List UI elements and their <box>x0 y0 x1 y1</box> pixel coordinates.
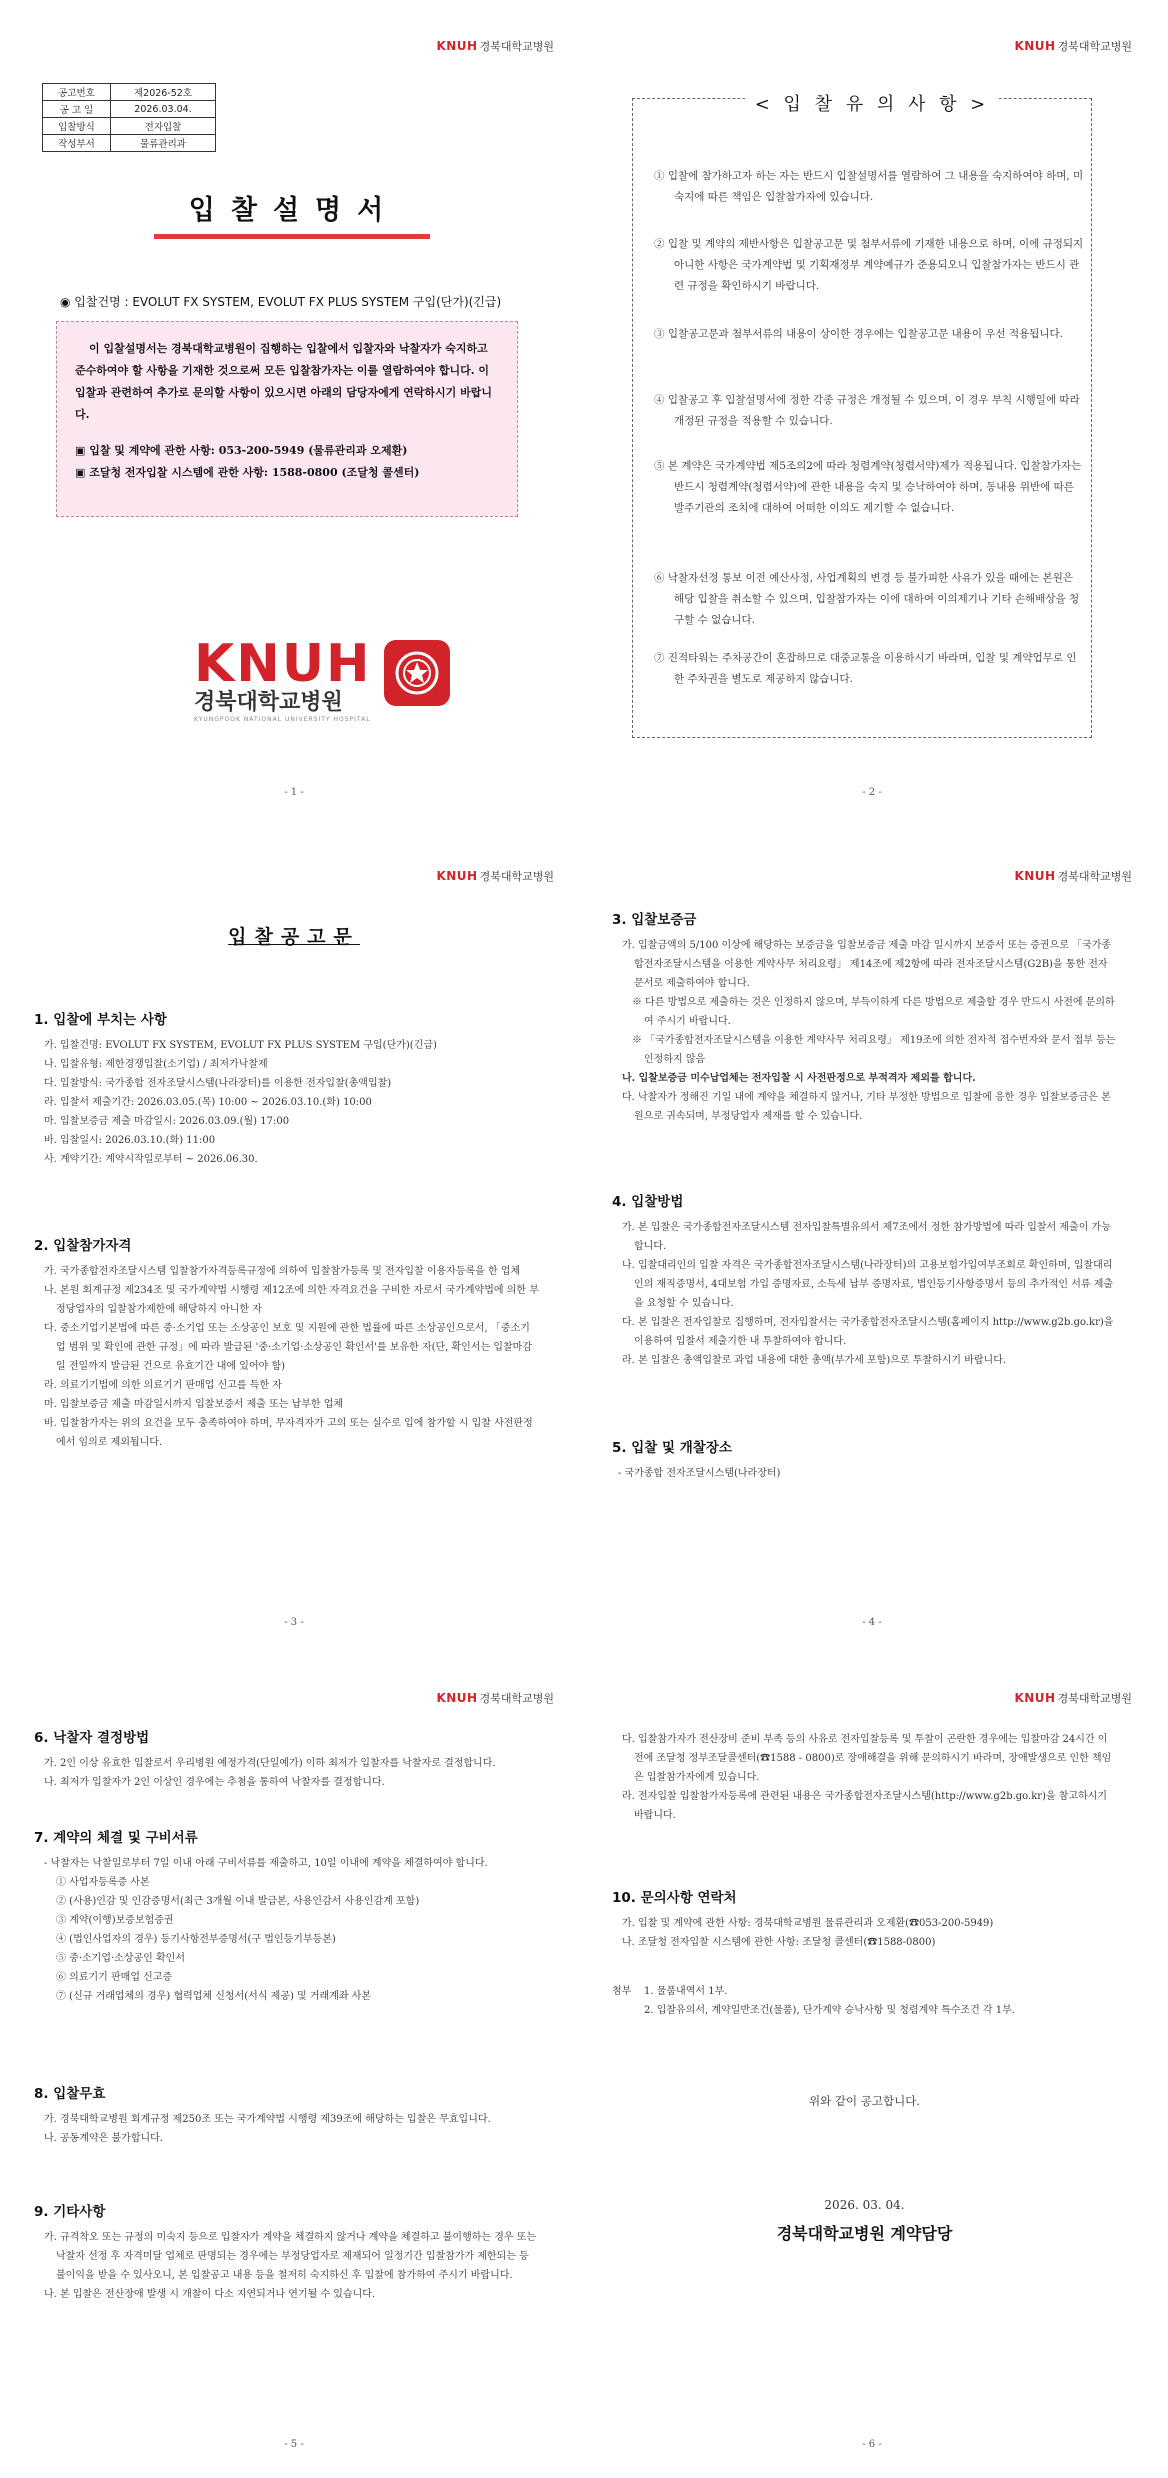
caution-title: < 입 찰 유 의 사 항 > <box>612 90 1132 116</box>
signer: 경북대학교병원 계약담당 <box>776 2224 953 2243</box>
caution-item: ④ 입찰공고 후 입찰설명서에 정한 각종 규정은 개정될 수 있으며, 이 경우 부칙 시행일에 따라 개정된 규정을 적용할 수 있습니다. <box>654 394 1080 427</box>
section-7: 7. 계약의 체결 및 구비서류 - 낙찰자는 낙찰일로부터 7일 이내 아래 구비서류를 제출하고, 10일 이내에 계약을 체결하여야 합니다. ① 사업자등록증 사본 ② (사용)인감 및 인감증명서(최근 3개월 이내 발급본, 사용인감서 사용인감계 포함) ③ 계약(이행)보증보험증권 ④ (법인사업자의 경우) 등기사항전부증명서(구 법인등기부등본) ⑤ 중·소기업·소상공인 확인서 ⑥ 의료기기 판매업 신고증 ⑦ (신규 거래업체의 경우) 협력업체 신청서(서식 제공) 및 거래계좌 사본 <box>34 1830 488 2002</box>
title-underline <box>154 234 430 239</box>
closing-statement: 위와 같이 공고합니다. <box>809 2094 920 2108</box>
section-2: 2. 입찰참가자격 가. 국가종합전자조달시스템 입찰참가자격등록규정에 의하여 입찰참가등록 및 전자입찰 이용자등록을 한 업체 나. 본원 회계규정 제234조 및 국가계약법 시행령 제12조에 의한 자격요건을 구비한 자로서 국가계약법에 의한 부정당업자의 입찰참가제한에 해당하지 아니한 자 다. 중소기업기본법에 따른 중·소기업 또는 소상공인 보호 및 지원에 관한 법률에 따른 소상공인으로서, 「중소기업 범위 및 확인에 관한 규정」에 따라 발급된 '중·소기업·소상공인 확인서'를 보유한 자(단, 확인서는 입찰마감일 전일까지 발급된 건으로 유효기간 내에 있어야 함) 라. 의료기기법에 의한 의료기기 판매업 신고를 득한 자 마. 입찰보증금 제출 마감일시까지 입찰보증서 제출 또는 납부한 업체 바. 입찰참가자는 위의 요건을 모두 충족하여야 하며, 무자격자가 고의 또는 실수로 입에 참가할 시 입찰 사전판정에서 임의로 제외됩니다. <box>34 1238 539 1448</box>
header-logo: KNUH 경북대학교병원 <box>436 869 554 883</box>
section-8: 8. 입찰무효 가. 경북대학교병원 회계규정 제250조 또는 국가계약법 시행령 제39조에 해당하는 입찰은 무효입니다. 나. 공동계약은 불가합니다. <box>34 2086 491 2144</box>
page-number: - 2 - <box>862 787 882 798</box>
section-4: 4. 입찰방법 가. 본 입찰은 국가종합전자조달시스템 전자입찰특별유의서 제7조에서 정한 참가방법에 따라 입찰서 제출이 가능합니다. 나. 입찰대리인의 입찰 자격은 국가종합전자조달시스템(나라장터)의 고용보험가입여부조회로 확인하며, 입찰대리인의 재직증명서, 4대보험 가입 증명자료, 소득세 납부 증명자료, 법인등기사항증명서 등의 추가적인 서류 제출을 요청할 수 있습니다. 다. 본 입찰은 전자입찰로 집행하며, 전자입찰서는 국가종합전자조달시스템(홈페이지 http://www.g2b.go.kr)을 이용하여 입찰서 제출기한 내 투찰하여야 합니다. 라. 본 입찰은 총액입찰로 과업 내용에 대한 총액(부가세 포함)으로 투찰하시기 바랍니다. <box>612 1194 1114 1366</box>
emblem-icon <box>384 640 450 706</box>
header-logo: KNUH 경북대학교병원 <box>1014 869 1132 883</box>
caution-item: ⑥ 낙찰자선정 통보 이전 예산사정, 사업계획의 변경 등 불가피한 사유가 있을 때에는 본원은 해당 입찰을 취소할 수 있으며, 입찰참가자는 이에 대하여 이의제기나 기타 손해배상을 청구할 수 없습니다. <box>654 572 1080 626</box>
page-4 <box>612 868 1132 1628</box>
announcement-date: 2026. 03. 04. <box>824 2198 905 2212</box>
section-5: 5. 입찰 및 개찰장소 - 국가종합 전자조달시스템(나라장터) <box>612 1440 781 1479</box>
page-number: - 5 - <box>284 2439 304 2450</box>
header-logo: KNUH 경북대학교병원 <box>1014 1691 1132 1705</box>
hospital-logo: KNUH 경북대학교병원 KYUNGPOOK NATIONAL UNIVERSITY HOSPITAL <box>194 638 372 723</box>
section-6: 6. 낙찰자 결정방법 가. 2인 이상 유효한 입찰로서 우리병원 예정가격(단일예가) 이하 최저가 입찰자를 낙찰자로 결정합니다. 나. 최저가 입찰자가 2인 이상인 경우에는 추첨을 통하여 낙찰자를 결정합니다. <box>34 1730 496 1788</box>
header-logo: KNUH 경북대학교병원 <box>1014 39 1132 53</box>
page-number: - 1 - <box>284 787 304 798</box>
notice-box <box>56 321 518 517</box>
caution-item: ⑤ 본 계약은 국가계약법 제5조의2에 따라 청렴계약(청렴서약)제가 적용됩니다. 입찰참가자는 반드시 청렴계약(청렴서약)에 관한 내용을 숙지 및 승낙하여야 하며, 동내용 위반에 따른 발주기관의 조치에 대하여 어떠한 이의도 제기할 수 없습니다. <box>654 460 1082 514</box>
page-number: - 3 - <box>284 1617 304 1628</box>
page-1 <box>34 38 554 798</box>
page-number: - 6 - <box>862 2439 882 2450</box>
bid-subject: ◉ 입찰건명 : EVOLUT FX SYSTEM, EVOLUT FX PLUS SYSTEM 구입(단가)(긴급) <box>60 295 502 309</box>
caution-item: ⑦ 진적타워는 주차공간이 혼잡하므로 대중교통을 이용하시기 바라며, 입찰 및 계약업무로 인한 주차권을 별도로 제공하지 않습니다. <box>654 652 1077 685</box>
page-3 <box>34 868 554 1628</box>
contact-bid: ▣ 입찰 및 계약에 관한 사항: 053-200-5949 (물류관리과 오제환) <box>75 444 408 457</box>
caution-item: ② 입찰 및 계약의 제반사항은 입찰공고문 및 첨부서류에 기재한 내용으로 하며, 이에 규정되지 아니한 사항은 국가계약법 및 기획재정부 계약예규가 준용되오니 입찰참가자는 반드시 관련 규정을 확인하시기 바랍니다. <box>654 238 1084 292</box>
notice-info-table: 공고번호 제2026-52호 공 고 일 2026.03.04. 입찰방식 전자입찰 작성부서 물류관리과 <box>42 83 216 152</box>
header-logo: KNUH 경북대학교병원 <box>436 1691 554 1705</box>
attachments: 첨부 1. 물품내역서 1부. 2. 입찰유의서, 계약일반조건(물품), 단가계약 승낙사항 및 청렴계약 특수조건 각 1부. <box>612 1986 1015 2016</box>
header-logo: KNUH 경북대학교병원 <box>436 39 554 53</box>
section-1: 1. 입찰에 부치는 사항 가. 입찰건명: EVOLUT FX SYSTEM, EVOLUT FX PLUS SYSTEM 구입(단가)(긴급) 나. 입찰유형: 제한경쟁입찰(소기업) / 최저가낙찰제 다. 입찰방식: 국가종합 전자조달시스템(나라장터)를 이용한 전자입찰(총액입찰) 라. 입찰서 제출기간: 2026.03.05.(목) 10:00 ~ 2026.03.10.(화) 10:00 마. 입찰보증금 제출 마감일시: 2026.03.09.(월) 17:00 바. 입찰일시: 2026.03.10.(화) 11:00 사. 계약기간: 계약시작일로부터 ~ 2026.06.30. <box>34 1012 437 1165</box>
page-5 <box>34 1690 554 2450</box>
caution-item: ① 입찰에 참가하고자 하는 자는 반드시 입찰설명서를 열람하여 그 내용을 숙지하여야 하며, 미숙지에 따른 책임은 입찰참가자에 있습니다. <box>654 170 1084 203</box>
caution-item: ③ 입찰공고문과 첨부서류의 내용이 상이한 경우에는 입찰공고문 내용이 우선 적용됩니다. <box>654 328 1064 340</box>
announcement-title: 입찰공고문 <box>228 926 360 948</box>
page-number: - 4 - <box>862 1617 882 1628</box>
document-title: 입찰설명서 <box>188 195 400 226</box>
section-3: 3. 입찰보증금 가. 입찰금액의 5/100 이상에 해당하는 보증금을 입찰보증금 제출 마감 일시까지 보증서 또는 증권으로 「국가종합전자조달시스템을 이용한 계약사무 처리요령」 제14조에 제2항에 따라 전자조달시스템(G2B)을 통한 전자문서로 제출하여야 합니다. ※ 다른 방법으로 제출하는 것은 인정하지 않으며, 부득이하게 다른 방법으로 제출할 경우 반드시 사전에 문의하여 주시기 바랍니다. ※ 「국가종합전자조달시스템을 이용한 계약사무 처리요령」 제19조에 의한 전자적 접수번자와 문서 접부 등는 인정하지 않음 나. 입찰보증금 미수납업체는 전자입찰 시 사전판정으로 부적격자 제외를 합니다. 다. 낙찰자가 정해진 기일 내에 계약을 체결하지 않거나, 기타 부정한 방법으로 입찰에 응한 경우 입찰보증금은 본원으로 귀속되며, 부정당업자 제재를 할 수 있습니다. <box>612 912 1116 1122</box>
notice-text: 이 입찰설명서는 경북대학교병원이 집행하는 입찰에서 입찰자와 낙찰자가 숙지하고 준수하여야 할 사항을 기재한 것으로써 모든 입찰참가자는 이를 열람하여야 합니다. 이 입찰과 관련하여 추가로 문의할 사항이 있으시면 아래의 담당자에게 연락하시기 바랍니다. <box>75 342 492 421</box>
page-2 <box>612 38 1132 798</box>
page-6 <box>612 1690 1132 2450</box>
section-10: 10. 문의사항 연락처 가. 입찰 및 계약에 관한 사항: 경북대학교병원 물류관리과 오제환(☎053-200-5949) 나. 조달청 전자입찰 시스템에 관한 사항: 조달청 콜센터(☎1588-0800) <box>612 1890 994 1948</box>
section-9: 9. 기타사항 가. 규격착오 또는 규정의 미숙지 등으로 입찰자가 계약을 체결하지 않거나 계약을 체결하고 불이행하는 경우 또는 낙찰자 선정 후 자격미달 업체로 판명되는 경우에는 부정당업자로 제재되어 일정기간 입찰참가가 제한되는 등 불이익을 받을 수 있사오니, 본 입찰공고 내용 등을 철저히 숙지하신 후 입찰에 참가하여 주시기 바랍니다. 나. 본 입찰은 전산장애 발생 시 개찰이 다소 지연되거나 연기될 수 있습니다. <box>34 2204 537 2300</box>
contact-system: ▣ 조달청 전자입찰 시스템에 관한 사항: 1588-0800 (조달청 콜센터) <box>75 466 420 479</box>
section-9-continued: 다. 입찰참가자가 전산장비 준비 부족 등의 사유로 전자입찰등록 및 투찰이 곤란한 경우에는 입찰마감 24시간 이전에 조달청 정부조달콜센터(☎1588 - 0800)로 장애해결을 위해 문의하시기 바라며, 장애발생으로 인한 책임은 입찰참가자에게 있습니다. 라. 전자입찰 입찰참가자등록에 관련된 내용은 국가종합전자조달시스템(http://www.g2b.go.kr)을 참고하시기 바랍니다. <box>622 1734 1112 1821</box>
